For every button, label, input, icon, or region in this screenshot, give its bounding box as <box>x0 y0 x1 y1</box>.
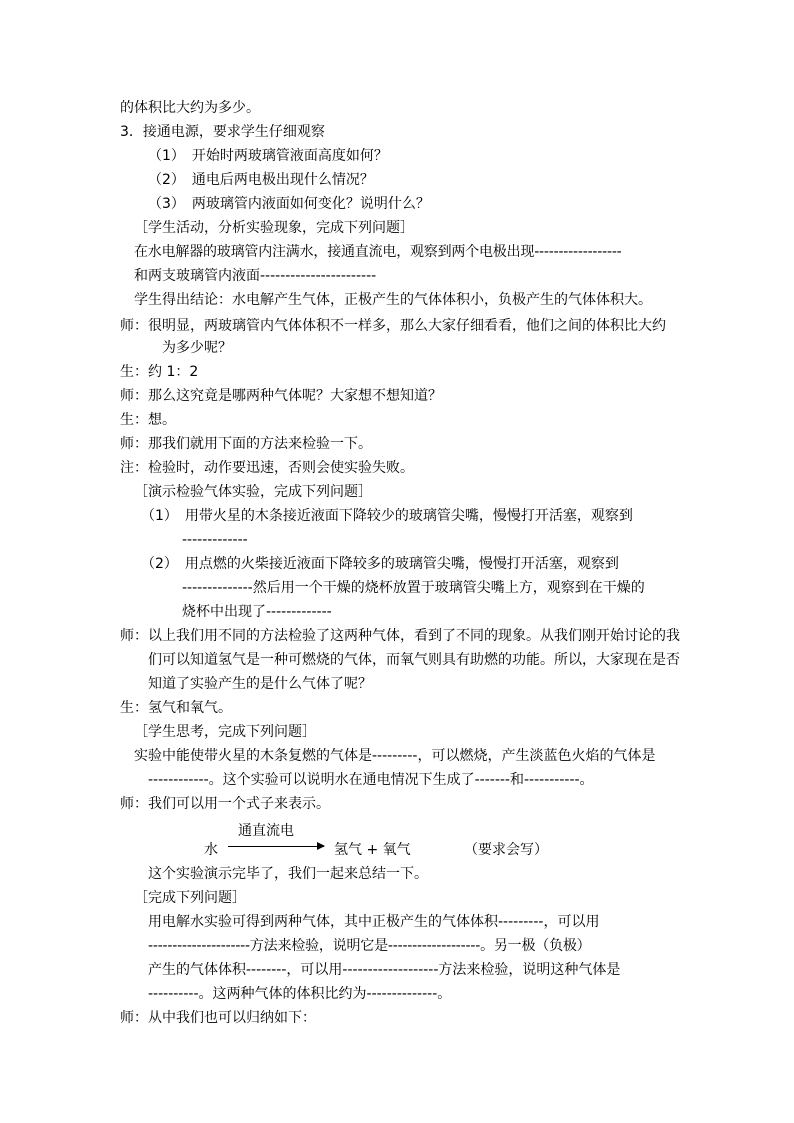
equation-products: 氢气 + 氧气 <box>334 842 411 858</box>
text-line: 实验中能使带火星的木条复燃的气体是---------，可以燃烧，产生淡蓝色火焰的气体是 <box>134 748 656 764</box>
text-line: （2） 用点燃的火柴接近液面下降较多的玻璃管尖嘴，慢慢打开活塞，观察到 <box>141 556 619 572</box>
text-line: 师：从中我们也可以归纳如下： <box>120 1010 316 1026</box>
text-line: 为多少呢？ <box>162 340 232 356</box>
text-line: --------------然后用一个干燥的烧杯放置于玻璃管尖嘴上方，观察到在干燥的 <box>182 580 645 596</box>
text-line: 这个实验演示完毕了，我们一起来总结一下。 <box>148 866 428 882</box>
text-line: （1） 用带火星的木条接近液面下降较少的玻璃管尖嘴，慢慢打开活塞，观察到 <box>141 508 633 524</box>
text-line: 学生得出结论：水电解产生气体，正极产生的气体体积小，负极产生的气体体积大。 <box>134 292 652 308</box>
text-line: 知道了实验产生的是什么气体了呢？ <box>148 676 372 692</box>
text-line: 们可以知道氢气是一种可燃烧的气体，而氧气则具有助燃的功能。所以，大家现在是否 <box>148 652 680 668</box>
text-line: 在水电解器的玻璃管内注满水，接通直流电，观察到两个电极出现------------------ <box>134 244 622 260</box>
text-line: 生：约 1：2 <box>120 364 199 380</box>
text-line: ［学生思考，完成下列问题］ <box>134 724 316 740</box>
text-line: ［完成下列问题］ <box>134 890 246 906</box>
equation-condition: 通直流电 <box>238 823 294 839</box>
text-line: 产生的气体体积--------，可以用-------------------方法来检验，说明这种气体是 <box>148 962 621 978</box>
equation-reactant: 水 <box>204 842 218 858</box>
text-line: 师：我们可以用一个式子来表示。 <box>120 796 330 812</box>
text-line: 师：那我们就用下面的方法来检验一下。 <box>120 436 372 452</box>
text-line: ------------。这个实验可以说明水在通电情况下生成了-------和-----------。 <box>148 772 594 788</box>
text-line: （3） 两玻璃管内液面如何变化？说明什么？ <box>148 196 430 212</box>
equation-note: （要求会写） <box>464 842 548 858</box>
text-line: 师：那么这究竟是哪两种气体呢？大家想不想知道？ <box>120 388 442 404</box>
text-line: 用电解水实验可得到两种气体，其中正极产生的气体体积---------，可以用 <box>148 914 600 930</box>
text-line: ［演示检验气体实验，完成下列问题］ <box>134 484 372 500</box>
text-line: 师：以上我们用不同的方法检验了这两种气体，看到了不同的现象。从我们刚开始讨论的我 <box>120 628 680 644</box>
text-line: （1） 开始时两玻璃管液面高度如何？ <box>148 148 388 164</box>
text-line: （2） 通电后两电极出现什么情况？ <box>148 172 374 188</box>
text-line: 烧杯中出现了------------- <box>182 604 332 620</box>
text-line: ［学生活动，分析实验现象，完成下列问题］ <box>134 220 414 236</box>
text-line: 师：很明显，两玻璃管内气体体积不一样多，那么大家仔细看看，他们之间的体积比大约 <box>120 318 666 334</box>
reaction-arrow <box>228 846 324 847</box>
text-line: 生：想。 <box>120 412 176 428</box>
text-line: 生：氢气和氧气。 <box>120 700 232 716</box>
text-line: ----------。这两种气体的体积比约为--------------。 <box>148 986 452 1002</box>
text-line: ---------------------方法来检验，说明它是-------------------。另一极（负极） <box>148 938 591 954</box>
text-line: 注：检验时，动作要迅速，否则会使实验失败。 <box>120 460 414 476</box>
text-line: 3．接通电源，要求学生仔细观察 <box>120 124 325 140</box>
text-line: ------------- <box>182 532 248 548</box>
text-line: 的体积比大约为多少。 <box>120 100 260 116</box>
text-line: 和两支玻璃管内液面----------------------- <box>134 268 377 284</box>
